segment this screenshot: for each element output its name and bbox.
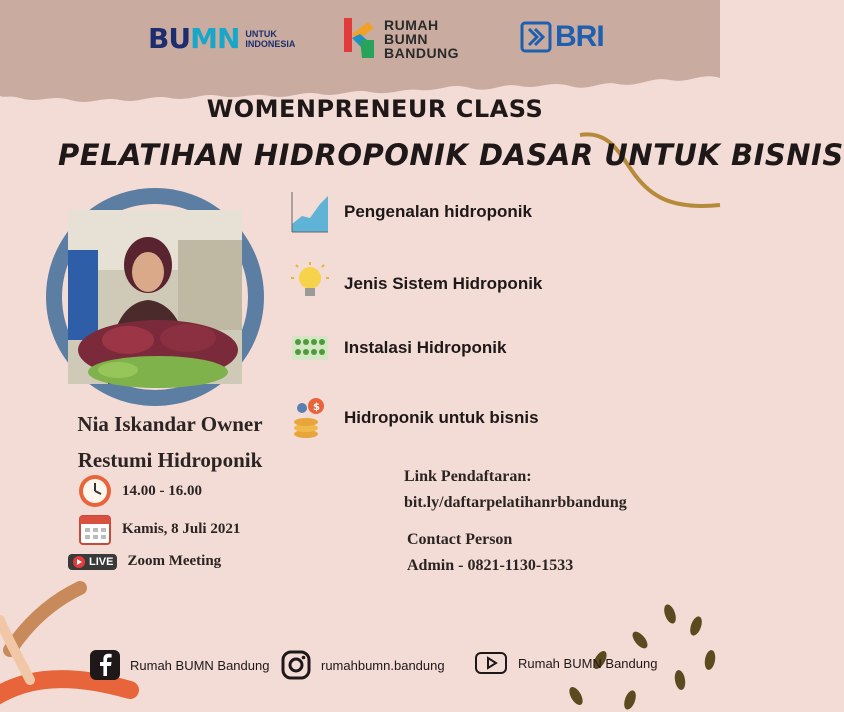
instagram-icon (281, 650, 311, 680)
contact-label: Contact Person (407, 531, 513, 548)
rumah-bumn-mark-icon (344, 18, 376, 60)
class-title: WOMENPRENEUR CLASS (206, 95, 544, 123)
topic-item: Jenis Sistem Hidroponik (290, 264, 542, 304)
registration-block (404, 464, 627, 516)
lightbulb-icon (290, 264, 330, 304)
social-facebook[interactable]: Rumah BUMN Bandung (90, 650, 269, 680)
bri-logo-text: BRI (555, 20, 604, 53)
event-time-text: 14.00 - 16.00 (122, 482, 202, 499)
registration-link[interactable]: bit.ly/daftarpelatihanrbbandung (404, 494, 627, 511)
event-platform (68, 553, 221, 570)
social-youtube[interactable]: Rumah BUMN Bandung (474, 650, 657, 676)
rumah-bumn-logo-text: RUMAH BUMN BANDUNG (384, 17, 460, 61)
rumah-bumn-logo (344, 18, 459, 60)
bumn-logo-word: BUMN (148, 22, 240, 55)
live-dot-icon (72, 555, 86, 569)
contact-block (407, 527, 573, 579)
speaker-photo (68, 210, 242, 384)
bumn-logo-subtitle: UNTUK INDONESIA (245, 28, 296, 49)
chart-icon (290, 192, 330, 232)
bumn-logo (148, 22, 295, 55)
clock-icon (78, 474, 112, 508)
page-title: PELATIHAN HIDROPONIK DASAR UNTUK BISNIS (58, 138, 844, 172)
social-instagram[interactable]: rumahbumn.bandung (281, 650, 445, 680)
calendar-icon (78, 512, 112, 546)
facebook-icon (90, 650, 120, 680)
plants-icon (290, 328, 330, 368)
registration-label: Link Pendaftaran: (404, 468, 532, 485)
event-platform-text: Zoom Meeting (127, 553, 222, 569)
bottom-left-decoration (0, 580, 150, 712)
event-time (78, 474, 202, 508)
event-date (78, 512, 240, 546)
topic-item: Instalasi Hidroponik (290, 328, 506, 368)
event-date-text: Kamis, 8 Juli 2021 (122, 520, 241, 537)
coins-icon (290, 398, 330, 438)
speaker-business: Restumi Hidroponik (77, 448, 263, 472)
svg-text:$: $ (313, 402, 320, 413)
bri-mark-icon (521, 22, 551, 52)
youtube-icon (474, 650, 508, 676)
live-badge: LIVE (68, 554, 117, 570)
contact-admin: Admin - 0821-1130-1533 (407, 557, 574, 574)
topic-item: $ Hidroponik untuk bisnis (290, 398, 539, 438)
bri-logo (521, 20, 604, 54)
speaker-name: Nia Iskandar Owner (77, 412, 263, 436)
topic-item: Pengenalan hidroponik (290, 192, 532, 232)
